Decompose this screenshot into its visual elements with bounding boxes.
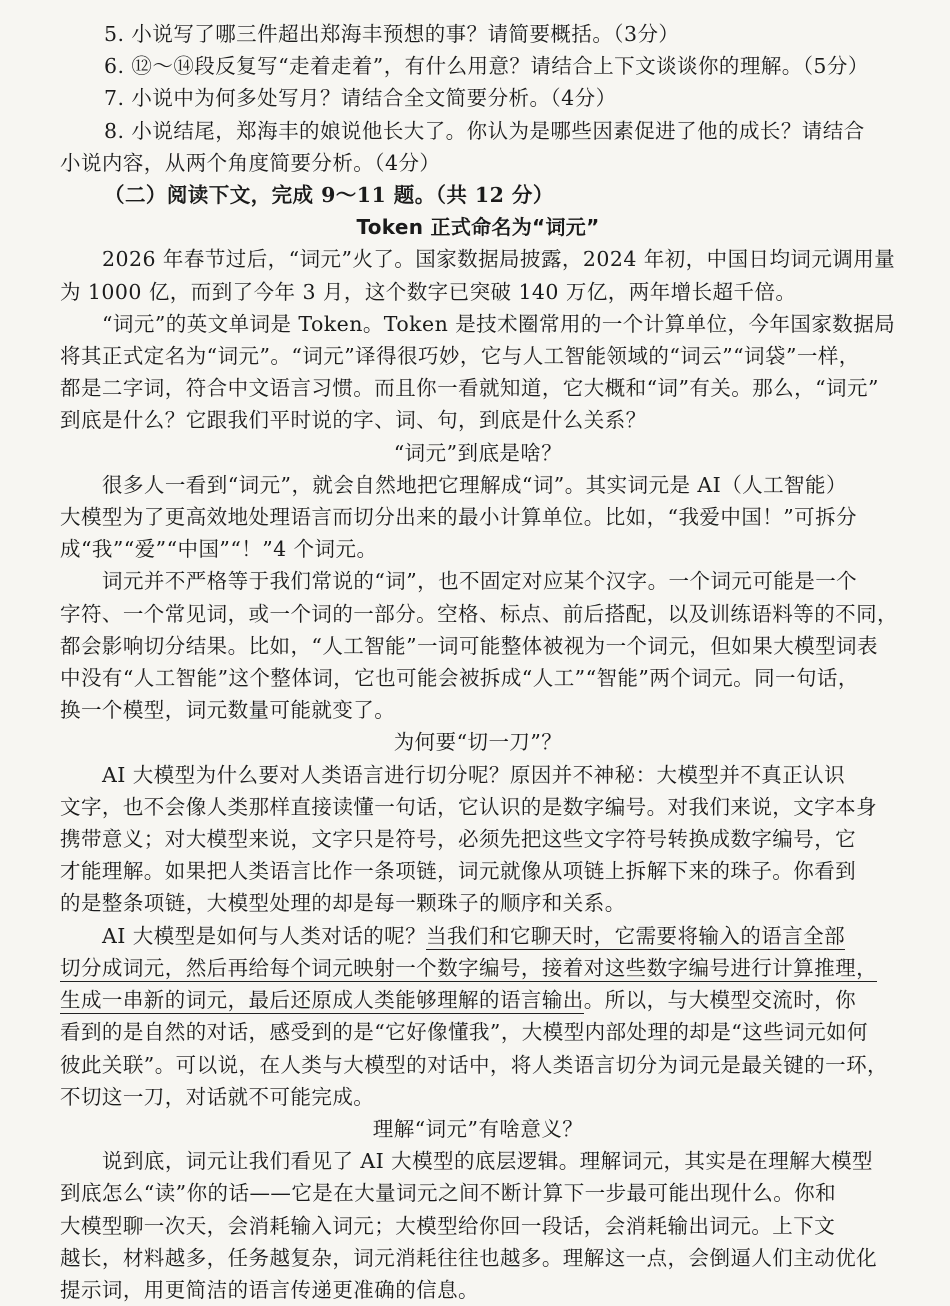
paragraph-line: 携带意义；对大模型来说，文字只是符号，必须先把这些文字符号转换成数字编号，它 [60,827,857,852]
underlined-text: 当我们和它聊天时，它需要将输入的语言全部 [426,923,846,948]
paragraph-line: 中没有“人工智能”这个整体词，它也可能会被拆成“人工”“智能”两个词元。同一句话， [60,666,859,691]
paragraph-line: 词元并不严格等于我们常说的“词”，也不固定对应某个汉字。一个词元可能是一个 [102,569,858,594]
plain-text: AI 大模型是如何与人类对话的呢？ [102,923,427,948]
subheading-what-is-token: “词元”到底是啥？ [393,440,563,465]
paragraph-line [60,920,896,952]
paragraph-line: 看到的是自然的对话，感受到的是“它好像懂我”，大模型内部处理的却是“这些词元如何 [60,1020,868,1045]
question-6: 6. ⑫～⑭段反复写“走着走着”，有什么用意？请结合上下文谈谈你的理解。（5分） [104,54,869,79]
paragraph-line: AI 大模型为什么要对人类语言进行切分呢？原因并不神秘：大模型并不真正认识 [102,762,846,787]
paragraph-line: 才能理解。如果把人类语言比作一条项链，词元就像从项链上拆解下来的珠子。你看到 [60,859,857,884]
paragraph-line [60,984,896,1016]
paragraph-line: 到底是什么？它跟我们平时说的字、词、句，到底是什么关系？ [60,408,647,433]
paragraph-line: 提示词，用更简洁的语言传递更准确的信息。 [60,1277,479,1302]
paragraph-line: 为 1000 亿，而到了今年 3 月，这个数字已突破 140 万亿，两年增长超千倍。 [60,279,797,304]
paragraph-line: 2026 年春节过后，“词元”火了。国家数据局披露，2024 年初，中国日均词元调用量 [102,247,896,272]
paragraph-line: 的是整条项链，大模型处理的却是每一颗珠子的顺序和关系。 [60,891,626,916]
section-2-heading: （二）阅读下文，完成 9～11 题。（共 12 分） [104,183,554,208]
paragraph-line [60,952,896,984]
paragraph-line: 文字，也不会像人类那样直接读懂一句话，它认识的是数字编号。对我们来说，文字本身 [60,794,878,819]
paragraph-line: 大模型聊一次天，会消耗输入词元；大模型给你回一段话，会消耗输出词元。上下文 [60,1213,836,1238]
question-7: 7. 小说中为何多处写月？请结合全文简要分析。（4分） [104,86,617,111]
paragraph-line: 换一个模型，词元数量可能就变了。 [60,698,396,723]
underlined-text: 生成一串新的词元，最后还原成人类能够理解的语言输出 [60,988,584,1013]
paragraph-line: 到底怎么“读”你的话——它是在大量词元之间不断计算下一步最可能出现什么。你和 [60,1181,837,1206]
paragraph-line: 都是二字词，符合中文语言习惯。而且你一看就知道，它大概和“词”有关。那么，“词元” [60,376,879,401]
paragraph-line: 字符、一个常见词，或一个词的一部分。空格、标点、前后搭配，以及训练语料等的不同， [60,601,898,626]
paragraph-line: 成“我”“爱”“中国”“！”4 个词元。 [60,537,378,562]
paragraph-line: 将其正式定名为“词元”。“词元”译得很巧妙，它与人工智能领域的“词云”“词袋”一样， [60,344,860,369]
paragraph-line: 越长，材料越多，任务越复杂，词元消耗往往也越多。理解这一点，会倒逼人们主动优化 [60,1245,878,1270]
subheading-meaning: 理解“词元”有啥意义？ [372,1116,584,1141]
paragraph-line: 说到底，词元让我们看见了 AI 大模型的底层逻辑。理解词元，其实是在理解大模型 [102,1149,873,1174]
underlined-text: 切分成词元，然后再给每个词元映射一个数字编号，接着对这些数字编号进行计算推理， [60,955,878,980]
paragraph-line: 很多人一看到“词元”，就会自然地把它理解成“词”。其实词元是 AI（人工智能） [102,472,847,497]
subheading-why-cut: 为何要“切一刀”？ [393,730,563,755]
question-8-line-1: 8. 小说结尾，郑海丰的娘说他长大了。你认为是哪些因素促进了他的成长？请结合 [104,118,865,143]
article-title: Token 正式命名为“词元” [356,215,600,240]
paragraph-line: “词元”的英文单词是 Token。Token 是技术圈常用的一个计算单位，今年国家数据局 [102,311,896,336]
paragraph-line: 彼此关联”。可以说，在人类与大模型的对话中，将人类语言切分为词元是最关键的一环， [60,1052,888,1077]
paragraph-line: 不切这一刀，对话就不可能完成。 [60,1084,375,1109]
question-8-line-2: 小说内容，从两个角度简要分析。（4分） [60,150,441,175]
paragraph-line: 大模型为了更高效地处理语言而切分出来的最小计算单位。比如，“我爱中国！”可拆分 [60,505,858,530]
plain-text: 。所以，与大模型交流时，你 [583,988,857,1013]
paragraph-line: 都会影响切分结果。比如，“人工智能”一词可能整体被视为一个词元，但如果大模型词表 [60,633,878,658]
question-5: 5. 小说写了哪三件超出郑海丰预想的事？请简要概括。（3分） [104,22,680,46]
